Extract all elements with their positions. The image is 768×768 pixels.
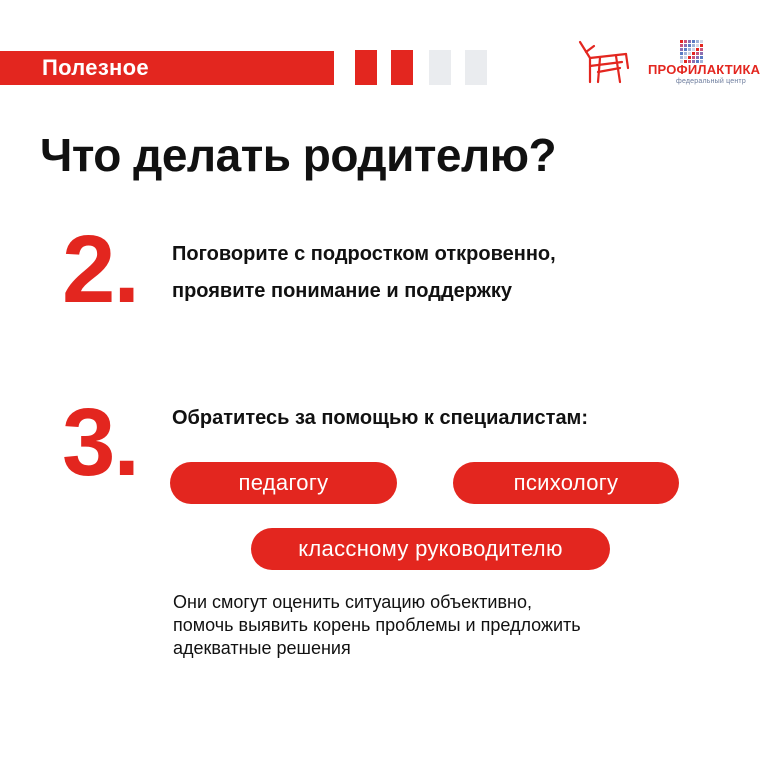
block-gray-1 <box>429 50 451 85</box>
step-3-line-1: Обратитесь за помощью к специалистам: <box>172 407 589 429</box>
grid-dots-logo-icon <box>678 39 704 63</box>
step-2-line-2: проявите понимание и поддержку <box>172 280 513 302</box>
block-gray-2 <box>465 50 487 85</box>
specialist-pill-teacher: педагогу <box>170 462 397 504</box>
note-line-3: адекватные решения <box>173 638 351 658</box>
step-number-2: 2. <box>62 216 139 323</box>
step-2-line-1: Поговорите с подростком откровенно, <box>172 243 556 265</box>
tag-label: Полезное <box>42 55 149 80</box>
brand-name: ПРОФИЛАКТИКА <box>648 62 761 77</box>
note-text <box>173 591 581 660</box>
block-red-2 <box>391 50 413 85</box>
specialist-pill-class-teacher: классному руководителю <box>251 528 610 570</box>
step-3-text <box>172 400 588 437</box>
brand-subtitle: федеральный центр <box>676 78 746 85</box>
page-title: Что делать родителю? <box>40 129 557 181</box>
note-line-2: помочь выявить корень проблемы и предложить <box>173 615 581 635</box>
chair-horse-logo-icon <box>576 38 632 86</box>
step-number-3: 3. <box>62 389 139 496</box>
note-line-1: Они смогут оценить ситуацию объективно, <box>173 592 532 612</box>
step-2-text <box>172 236 556 310</box>
block-red-1 <box>355 50 377 85</box>
specialist-pill-psychologist: психологу <box>453 462 679 504</box>
